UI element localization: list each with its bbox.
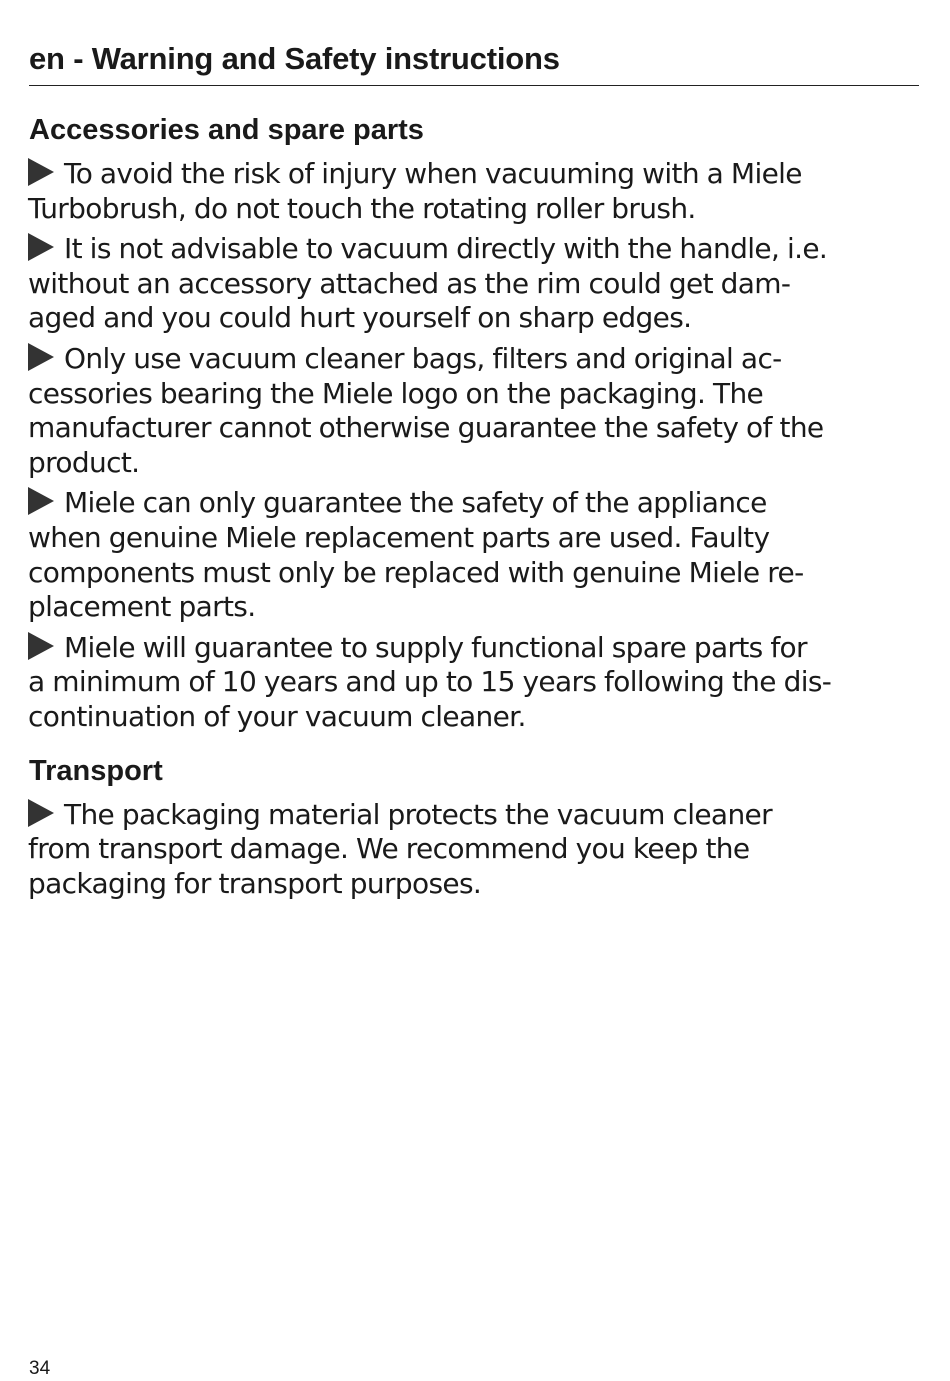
triangle-right-icon xyxy=(28,343,54,371)
instruction-item xyxy=(28,157,918,226)
instruction-line: Turbobrush, do not touch the rotating roller brush. xyxy=(28,191,696,225)
instruction-line: To avoid the risk of injury when vacuuming with a Miele xyxy=(64,157,802,190)
page-number: 34 xyxy=(29,1358,51,1379)
instruction-item xyxy=(28,798,918,902)
instruction-line: packaging for transport purposes. xyxy=(28,866,482,900)
triangle-right-icon xyxy=(28,233,54,261)
section-heading: Transport xyxy=(29,754,163,787)
instruction-line: The packaging material protects the vacuum cleaner xyxy=(64,797,772,831)
instruction-item xyxy=(28,631,918,735)
instruction-line: Only use vacuum cleaner bags, filters and original ac- xyxy=(64,341,782,375)
instruction-line: aged and you could hurt yourself on sharp edges. xyxy=(28,301,692,335)
instruction-line: components must only be replaced with genuine Miele re- xyxy=(28,555,804,589)
instruction-line: a minimum of 10 years and up to 15 years following the dis- xyxy=(28,665,832,699)
section-heading: Accessories and spare parts xyxy=(29,114,424,146)
section-accessories xyxy=(28,110,918,735)
instruction-line: continuation of your vacuum cleaner. xyxy=(28,699,526,733)
instruction-line: Miele can only guarantee the safety of the appliance xyxy=(64,486,767,520)
triangle-right-icon xyxy=(28,158,54,186)
instruction-item xyxy=(28,486,918,624)
instruction-line: when genuine Miele replacement parts are used. Faulty xyxy=(28,520,770,554)
page-content xyxy=(28,110,918,907)
instruction-line: without an accessory attached as the rim could get dam- xyxy=(28,266,791,300)
instruction-line: manufacturer cannot otherwise guarantee the safety of the xyxy=(28,411,824,445)
instruction-line: Miele will guarantee to supply functional spare parts for xyxy=(64,630,807,664)
triangle-right-icon xyxy=(28,487,54,515)
instruction-item xyxy=(28,342,918,480)
instruction-line: cessories bearing the Miele logo on the packaging. The xyxy=(28,376,764,410)
instruction-line: placement parts. xyxy=(28,590,256,624)
instruction-line: It is not advisable to vacuum directly with the handle, i.e. xyxy=(64,232,828,266)
instruction-line: product. xyxy=(28,445,140,479)
instruction-item xyxy=(28,232,918,336)
triangle-right-icon xyxy=(28,632,54,660)
page-header xyxy=(29,40,919,86)
header-title: en - Warning and Safety instructions xyxy=(29,41,560,76)
triangle-right-icon xyxy=(28,799,54,827)
instruction-line: from transport damage. We recommend you keep the xyxy=(28,832,750,866)
section-transport xyxy=(28,751,918,902)
